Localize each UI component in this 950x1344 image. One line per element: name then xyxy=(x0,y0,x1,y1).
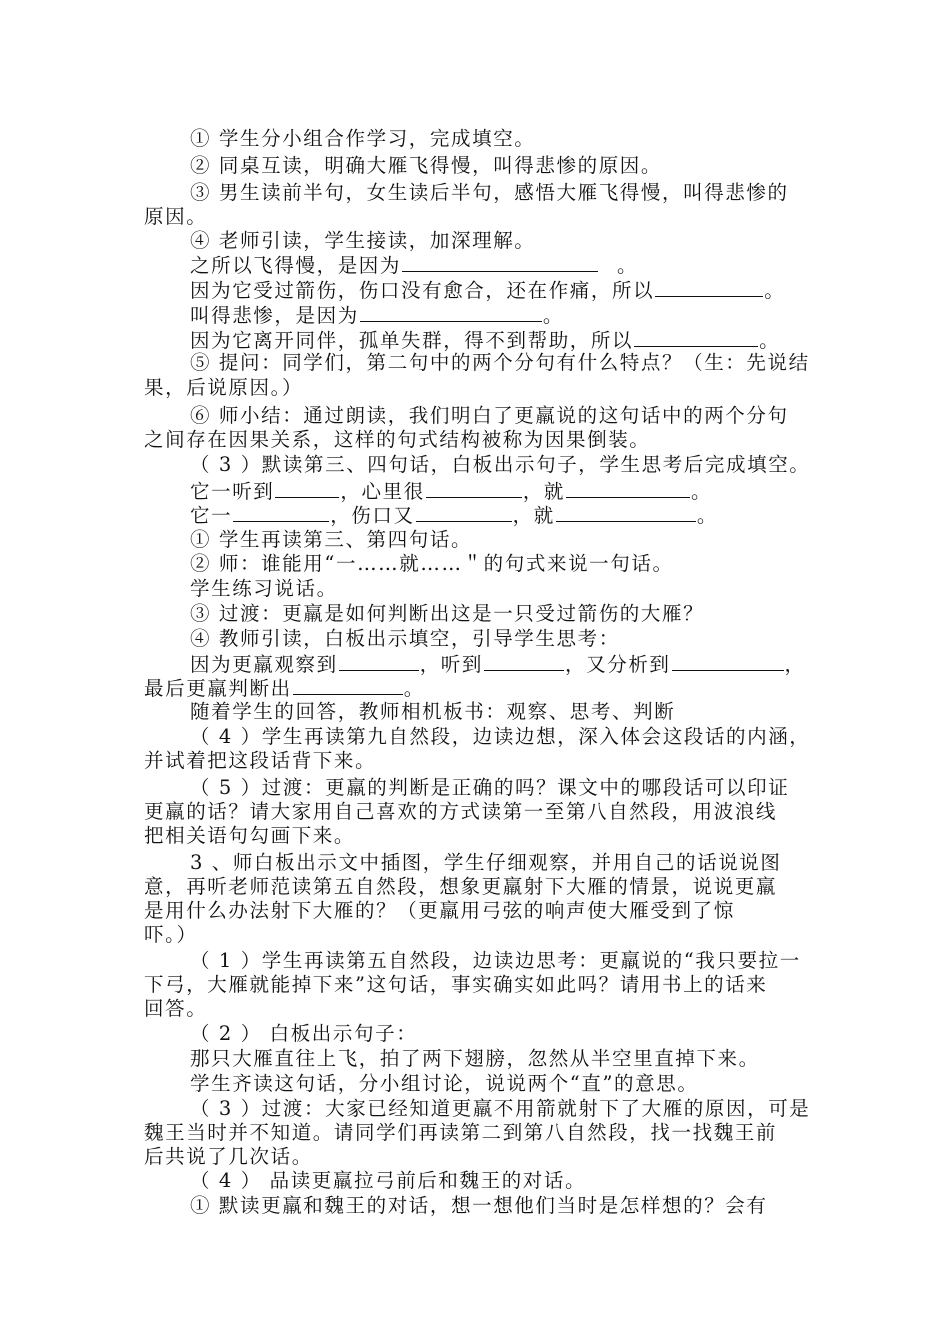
fill-text: 因为更羸观察到 xyxy=(190,653,338,676)
blank-line xyxy=(672,651,784,671)
item-3-line2: 魏王当时并不知道。请同学们再读第二到第八自然段，找一找魏王前 xyxy=(144,1121,778,1144)
fill-text: ，心里很 xyxy=(340,480,425,503)
discussion-line: 学生齐读这句话，分小组讨论，说说两个“直”的意思。 xyxy=(190,1072,699,1095)
part-3-line4: 吓。） xyxy=(144,923,198,946)
blank-line xyxy=(426,478,522,498)
fill-text: 。 xyxy=(759,329,781,352)
blank-line xyxy=(484,651,564,671)
blank-line xyxy=(402,252,598,272)
blank-line xyxy=(339,651,419,671)
section-4-line1: （ 4 ）学生再读第九自然段，边读边想，深入体会这段话的内涵， xyxy=(190,725,811,748)
fill-text: 叫得悲惨，是因为 xyxy=(190,304,359,327)
step-2: ② 同桌互读，明确大雁飞得慢，叫得悲惨的原因。 xyxy=(190,154,662,177)
fill-line-8 xyxy=(144,675,425,702)
blank-line xyxy=(360,302,542,322)
fill-line-3 xyxy=(190,302,564,329)
step-6-line1: ⑥ 师小结：通过朗读，我们明白了更羸说的这句话中的两个分句 xyxy=(190,404,789,427)
step-1: ① 学生分小组合作学习，完成填空。 xyxy=(190,127,536,150)
practice-line: 学生练习说话。 xyxy=(190,577,338,600)
step-6-line2: 之间存在因果关系，这样的句式结构被称为因果倒装。 xyxy=(144,428,651,451)
item-4: （ 4 ） 品读更羸拉弓前后和魏王的对话。 xyxy=(190,1169,587,1192)
fill-line-6 xyxy=(190,502,718,529)
board-note: 随着学生的回答，教师相机板书：观察、思考、判断 xyxy=(190,700,676,723)
blank-line xyxy=(556,502,696,522)
step-4: ④ 老师引读，学生接读，加深理解。 xyxy=(190,229,536,252)
section-3-heading: （ 3 ）默读第三、四句话，白板出示句子，学生思考后完成填空。 xyxy=(190,453,811,476)
item-1-line3: 回答。 xyxy=(144,997,208,1020)
fill-text: 因为它受过箭伤，伤口没有愈合，还在作痛，所以 xyxy=(190,279,655,302)
blank-line xyxy=(275,478,339,498)
fill-text: 。 xyxy=(691,480,713,503)
fill-text: 。 xyxy=(696,504,718,527)
fill-text: ，伤口又 xyxy=(330,504,415,527)
section-5-line3: 把相关语句勾画下来。 xyxy=(144,824,356,847)
sub-step-3: ③ 过渡：更羸是如何判断出这是一只受过箭伤的大雁？ xyxy=(190,602,705,625)
quoted-sentence: 那只大雁直往上飞，拍了两下翅膀，忽然从半空里直掉下来。 xyxy=(190,1047,760,1070)
section-4-line2: 并试着把这段话背下来。 xyxy=(144,749,377,772)
fill-text: 。 xyxy=(617,254,639,277)
sub-step-1: ① 学生再读第三、第四句话。 xyxy=(190,528,473,551)
section-5-line1: （ 5 ）过渡：更羸的判断是正确的吗？课文中的哪段话可以印证 xyxy=(190,776,790,799)
blank-line xyxy=(566,478,690,498)
item-1-line1: （ 1 ）学生再读第五自然段，边读边思考：更羸说的“我只要拉一 xyxy=(190,949,801,972)
section-5-line2: 更羸的话？请大家用自己喜欢的方式读第一至第八自然段，用波浪线 xyxy=(144,800,778,823)
blank-line xyxy=(233,502,329,522)
item-4-step-1: ① 默读更羸和魏王的对话，想一想他们当时是怎样想的？会有 xyxy=(190,1194,768,1217)
blank-line xyxy=(293,675,403,695)
fill-text: ， xyxy=(784,653,806,676)
fill-text: ，听到 xyxy=(419,653,484,676)
part-3-line3: 是用什么办法射下大雁的？（更羸用弓弦的响声使大雁受到了惊 xyxy=(144,899,735,922)
fill-text: 最后更羸判断出 xyxy=(144,677,292,700)
blank-line xyxy=(416,502,512,522)
sub-step-2: ② 师：谁能用“一……就……＂的句式来说一句话。 xyxy=(190,552,674,575)
fill-text: 。 xyxy=(542,304,564,327)
step-5-line2: 果，后说原因。） xyxy=(144,376,304,399)
part-3-line1: 3 、师白板出示文中插图，学生仔细观察，并用自己的话说说图 xyxy=(190,851,782,874)
fill-text: 。 xyxy=(764,279,786,302)
item-1-line2: 下弓，大雁就能掉下来”这句话，事实确实如此吗？请用书上的话来 xyxy=(144,973,768,996)
part-3-line2: 意，再听老师范读第五自然段，想象更羸射下大雁的情景，说说更羸 xyxy=(144,875,778,898)
blank-line xyxy=(634,327,758,347)
fill-text: ，又分析到 xyxy=(565,653,671,676)
fill-text: 它一听到 xyxy=(190,480,275,503)
fill-text: 。 xyxy=(403,677,425,700)
item-3-line1: （ 3 ）过渡：大家已经知道更羸不用箭就射下了大雁的原因，可是 xyxy=(190,1097,811,1120)
fill-line-1 xyxy=(190,252,638,279)
step-5-line1: ⑤ 提问：同学们，第二句中的两个分句有什么特点？（生：先说结 xyxy=(190,351,810,374)
fill-text: ，就 xyxy=(522,480,566,503)
fill-line-5 xyxy=(190,478,712,505)
item-2: （ 2 ） 白板出示句子： xyxy=(190,1022,418,1045)
fill-line-2 xyxy=(190,277,785,304)
fill-text: ，就 xyxy=(512,504,555,527)
fill-text: 它一 xyxy=(190,504,233,527)
fill-line-7 xyxy=(190,651,806,678)
item-3-line3: 后共说了几次话。 xyxy=(144,1145,313,1168)
blank-line xyxy=(655,277,763,297)
sub-step-4: ④ 教师引读，白板出示填空，引导学生思考： xyxy=(190,627,620,650)
step-3-line1: ③ 男生读前半句，女生读后半句，感悟大雁飞得慢，叫得悲惨的 xyxy=(190,181,789,204)
fill-text: 因为它离开同伴，孤单失群，得不到帮助，所以 xyxy=(190,329,634,352)
step-3-line2: 原因。 xyxy=(144,205,208,228)
fill-text: 之所以飞得慢，是因为 xyxy=(190,254,402,277)
